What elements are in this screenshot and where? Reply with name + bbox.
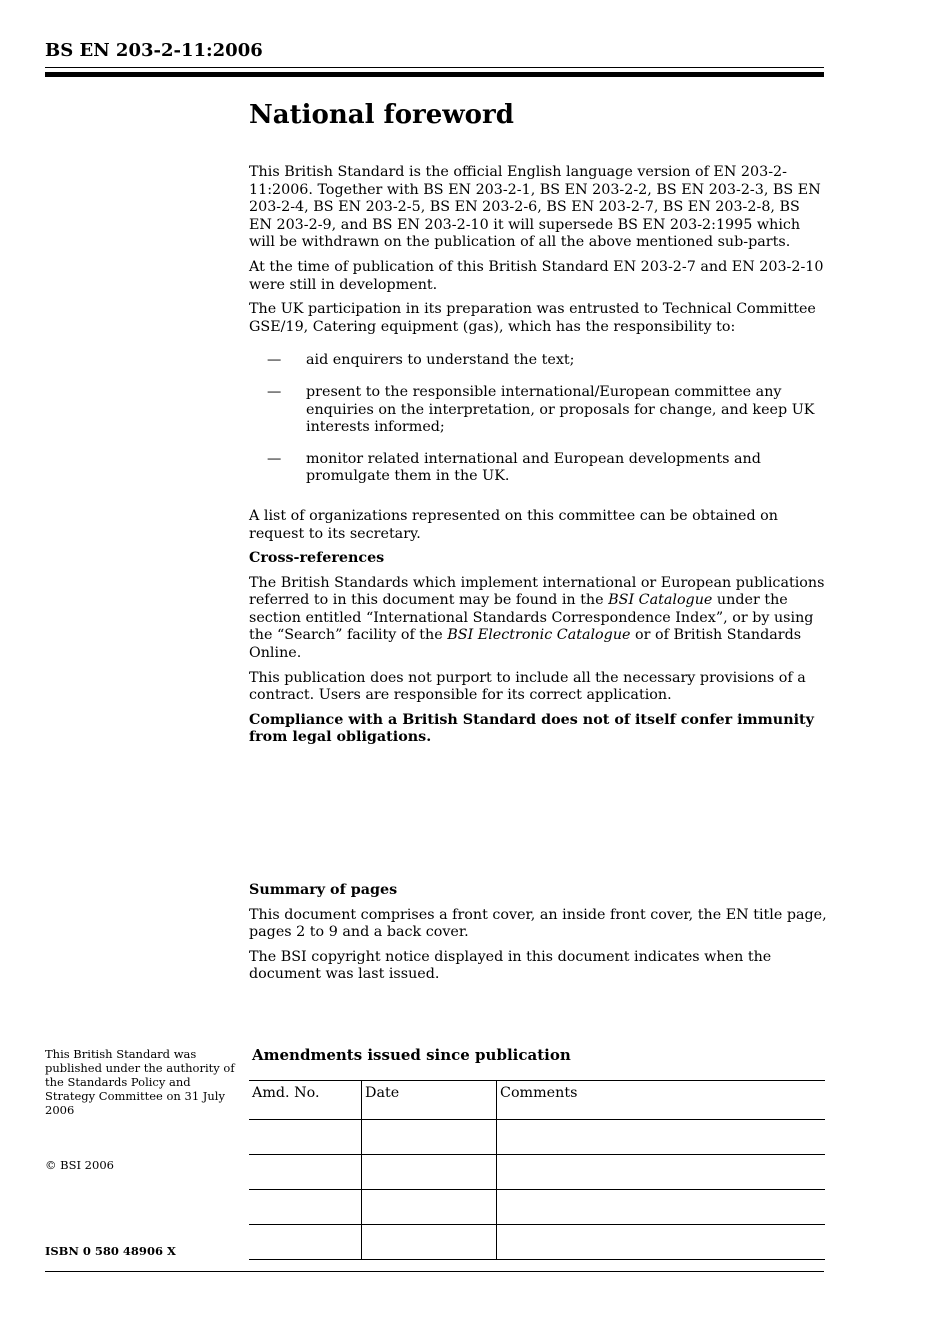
header-rule-thin bbox=[45, 67, 824, 68]
column-header-date: Date bbox=[362, 1081, 497, 1120]
intro-paragraph-1: This British Standard is the official English language version of EN 203-2-11:2006. Together with BS EN 203-2-1, BS EN 203-2-2, BS EN 203-2-3, BS EN 203-2-4, BS EN 203-2-5, BS EN 203-2-6, BS EN 203-2-7, BS EN 203-2-8, BS EN 203-2-9, and BS EN 203-2-10 it will supersede BS EN 203-2:1995 which will be withdrawn on the publication of all the above mentioned sub-parts. bbox=[249, 164, 821, 251]
copyright-notice: © BSI 2006 bbox=[45, 1158, 114, 1172]
table-cell bbox=[249, 1225, 362, 1260]
cross-references-heading: Cross-references bbox=[249, 550, 385, 567]
responsibility-list bbox=[249, 352, 827, 486]
table-cell bbox=[362, 1190, 497, 1225]
list-item-text: monitor related international and European developments and promulgate them in the UK. bbox=[306, 450, 761, 485]
table-cell bbox=[249, 1155, 362, 1190]
dash-bullet: — bbox=[267, 352, 282, 369]
isbn: ISBN 0 580 48906 X bbox=[45, 1244, 176, 1258]
header-rule-thick bbox=[45, 72, 824, 77]
summary-heading: Summary of pages bbox=[249, 882, 398, 898]
summary-paragraph-2: The BSI copyright notice displayed in this document indicates when the document was last issued. bbox=[249, 948, 772, 983]
intro-paragraph-3: The UK participation in its preparation was entrusted to Technical Committee GSE/19, Catering equipment (gas), which has the responsibility to: bbox=[249, 301, 816, 335]
table-cell bbox=[362, 1225, 497, 1260]
list-item bbox=[249, 451, 827, 486]
footer-rule bbox=[45, 1271, 824, 1272]
text-run: The British Standards which implement international or European publications referred to in this document may be found in the bbox=[249, 574, 825, 609]
list-item bbox=[249, 352, 827, 370]
amendments-title: Amendments issued since publication bbox=[252, 1046, 571, 1064]
table-row bbox=[249, 1155, 825, 1190]
column-header-amd-no: Amd. No. bbox=[249, 1081, 362, 1120]
amendments-table bbox=[249, 1080, 825, 1260]
column-header-comments: Comments bbox=[497, 1081, 826, 1120]
dash-bullet: — bbox=[267, 383, 282, 400]
compliance-statement: Compliance with a British Standard does not of itself confer immunity from legal obligations. bbox=[249, 711, 814, 746]
document-id: BS EN 203-2-11:2006 bbox=[45, 40, 263, 61]
text-run: under the section entitled “International Standards Correspondence Index”, or by using the “Search” facility of the bbox=[249, 592, 814, 644]
foreword-body bbox=[249, 164, 827, 754]
table-cell bbox=[362, 1155, 497, 1190]
table-cell bbox=[497, 1120, 826, 1155]
cross-references-paragraph bbox=[249, 575, 827, 663]
summary-paragraph-1: This document comprises a front cover, an inside front cover, the EN title page, pages 2 to 9 and a back cover. bbox=[249, 906, 827, 941]
table-header-row bbox=[249, 1081, 825, 1120]
table-row bbox=[249, 1225, 825, 1260]
table-cell bbox=[497, 1225, 826, 1260]
table-cell bbox=[362, 1120, 497, 1155]
intro-paragraph-2: At the time of publication of this British Standard EN 203-2-7 and EN 203-2-10 were still in development. bbox=[249, 258, 824, 293]
page-title: National foreword bbox=[249, 100, 514, 130]
list-item-text: present to the responsible international/European committee any enquiries on the interpretation, or proposals for change, and keep UK interests informed; bbox=[306, 383, 815, 436]
table-cell bbox=[497, 1155, 826, 1190]
table-cell bbox=[249, 1190, 362, 1225]
summary-section bbox=[249, 882, 827, 991]
list-item bbox=[249, 384, 827, 437]
table-row bbox=[249, 1190, 825, 1225]
bsi-catalogue-title: BSI Catalogue bbox=[608, 592, 713, 609]
table-row bbox=[249, 1120, 825, 1155]
provisions-paragraph: This publication does not purport to include all the necessary provisions of a contract. Users are responsible for its correct application. bbox=[249, 669, 806, 704]
bsi-electronic-catalogue-title: BSI Electronic Catalogue bbox=[447, 627, 631, 644]
text-run: or of British Standards Online. bbox=[249, 627, 802, 662]
table-cell bbox=[497, 1190, 826, 1225]
committee-note: A list of organizations represented on this committee can be obtained on request to its secretary. bbox=[249, 507, 778, 542]
table-cell bbox=[249, 1120, 362, 1155]
dash-bullet: — bbox=[267, 450, 282, 467]
list-item-text: aid enquirers to understand the text; bbox=[306, 352, 575, 369]
publication-authority-note: This British Standard was published under the authority of the Standards Policy and Strategy Committee on 31 July 2006 bbox=[45, 1047, 235, 1117]
